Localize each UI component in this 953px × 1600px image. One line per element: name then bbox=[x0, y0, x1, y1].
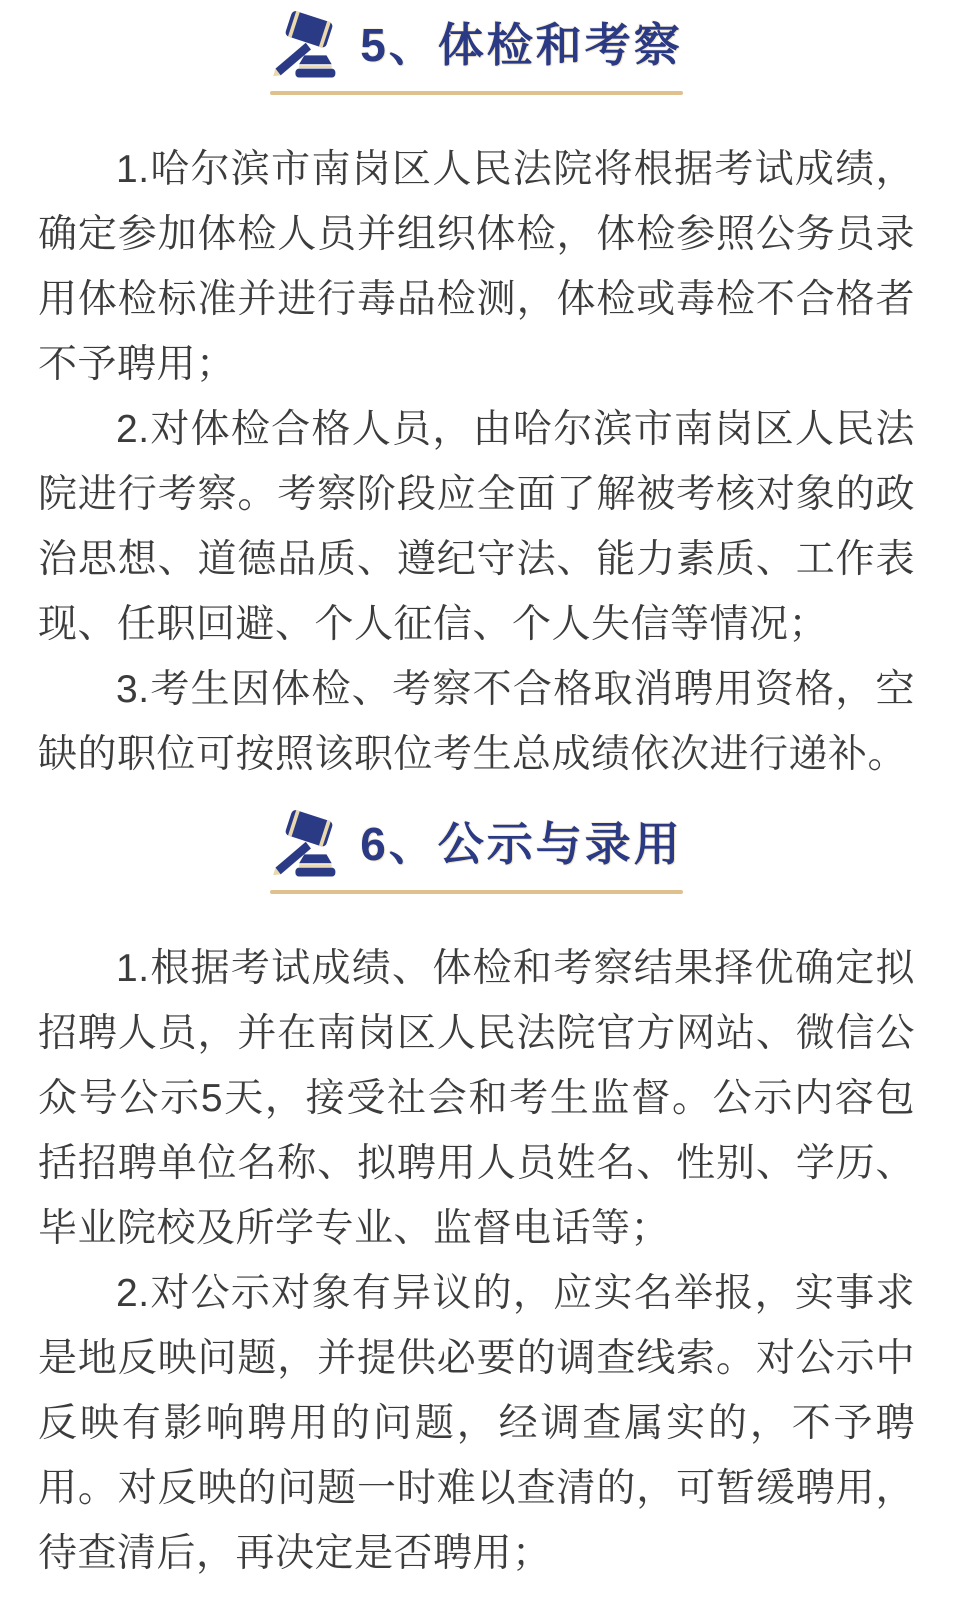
section-5-header bbox=[38, 8, 915, 95]
section-6-body bbox=[38, 936, 915, 1586]
gavel-icon bbox=[270, 807, 346, 881]
section-5-body bbox=[38, 137, 915, 787]
paragraph: 2.对公示对象有异议的，应实名举报，实事求是地反映问题，并提供必要的调查线索。对公示中反映有影响聘用的问题，经调查属实的，不予聘用。对反映的问题一时难以查清的，可暂缓聘用，待查清后，再决定是否聘用； bbox=[38, 1272, 915, 1575]
paragraph: 3.考生因体检、考察不合格取消聘用资格，空缺的职位可按照该职位考生总成绩依次进行递补。 bbox=[38, 668, 915, 776]
section-6-header bbox=[38, 807, 915, 894]
section-5-header-inner bbox=[270, 8, 683, 95]
section-6-title: 6、公示与录用 bbox=[360, 817, 683, 870]
gavel-icon bbox=[270, 8, 346, 82]
section-5-title: 5、体检和考察 bbox=[360, 18, 683, 71]
section-6-underline bbox=[270, 890, 683, 894]
section-5-underline bbox=[270, 91, 683, 95]
section-5-header-row bbox=[270, 8, 683, 82]
paragraph: 1.根据考试成绩、体检和考察结果择优确定拟招聘人员，并在南岗区人民法院官方网站、微信公众号公示5天，接受社会和考生监督。公示内容包括招聘单位名称、拟聘用人员姓名、性别、学历、毕业院校及所学专业、监督电话等； bbox=[38, 947, 915, 1250]
paragraph: 2.对体检合格人员，由哈尔滨市南岗区人民法院进行考察。考察阶段应全面了解被考核对象的政治思想、道德品质、遵纪守法、能力素质、工作表现、任职回避、个人征信、个人失信等情况； bbox=[38, 408, 915, 646]
section-6-header-row bbox=[270, 807, 683, 881]
paragraph: 1.哈尔滨市南岗区人民法院将根据考试成绩，确定参加体检人员并组织体检，体检参照公务员录用体检标准并进行毒品检测，体检或毒检不合格者不予聘用； bbox=[38, 148, 915, 386]
section-6-header-inner bbox=[270, 807, 683, 894]
